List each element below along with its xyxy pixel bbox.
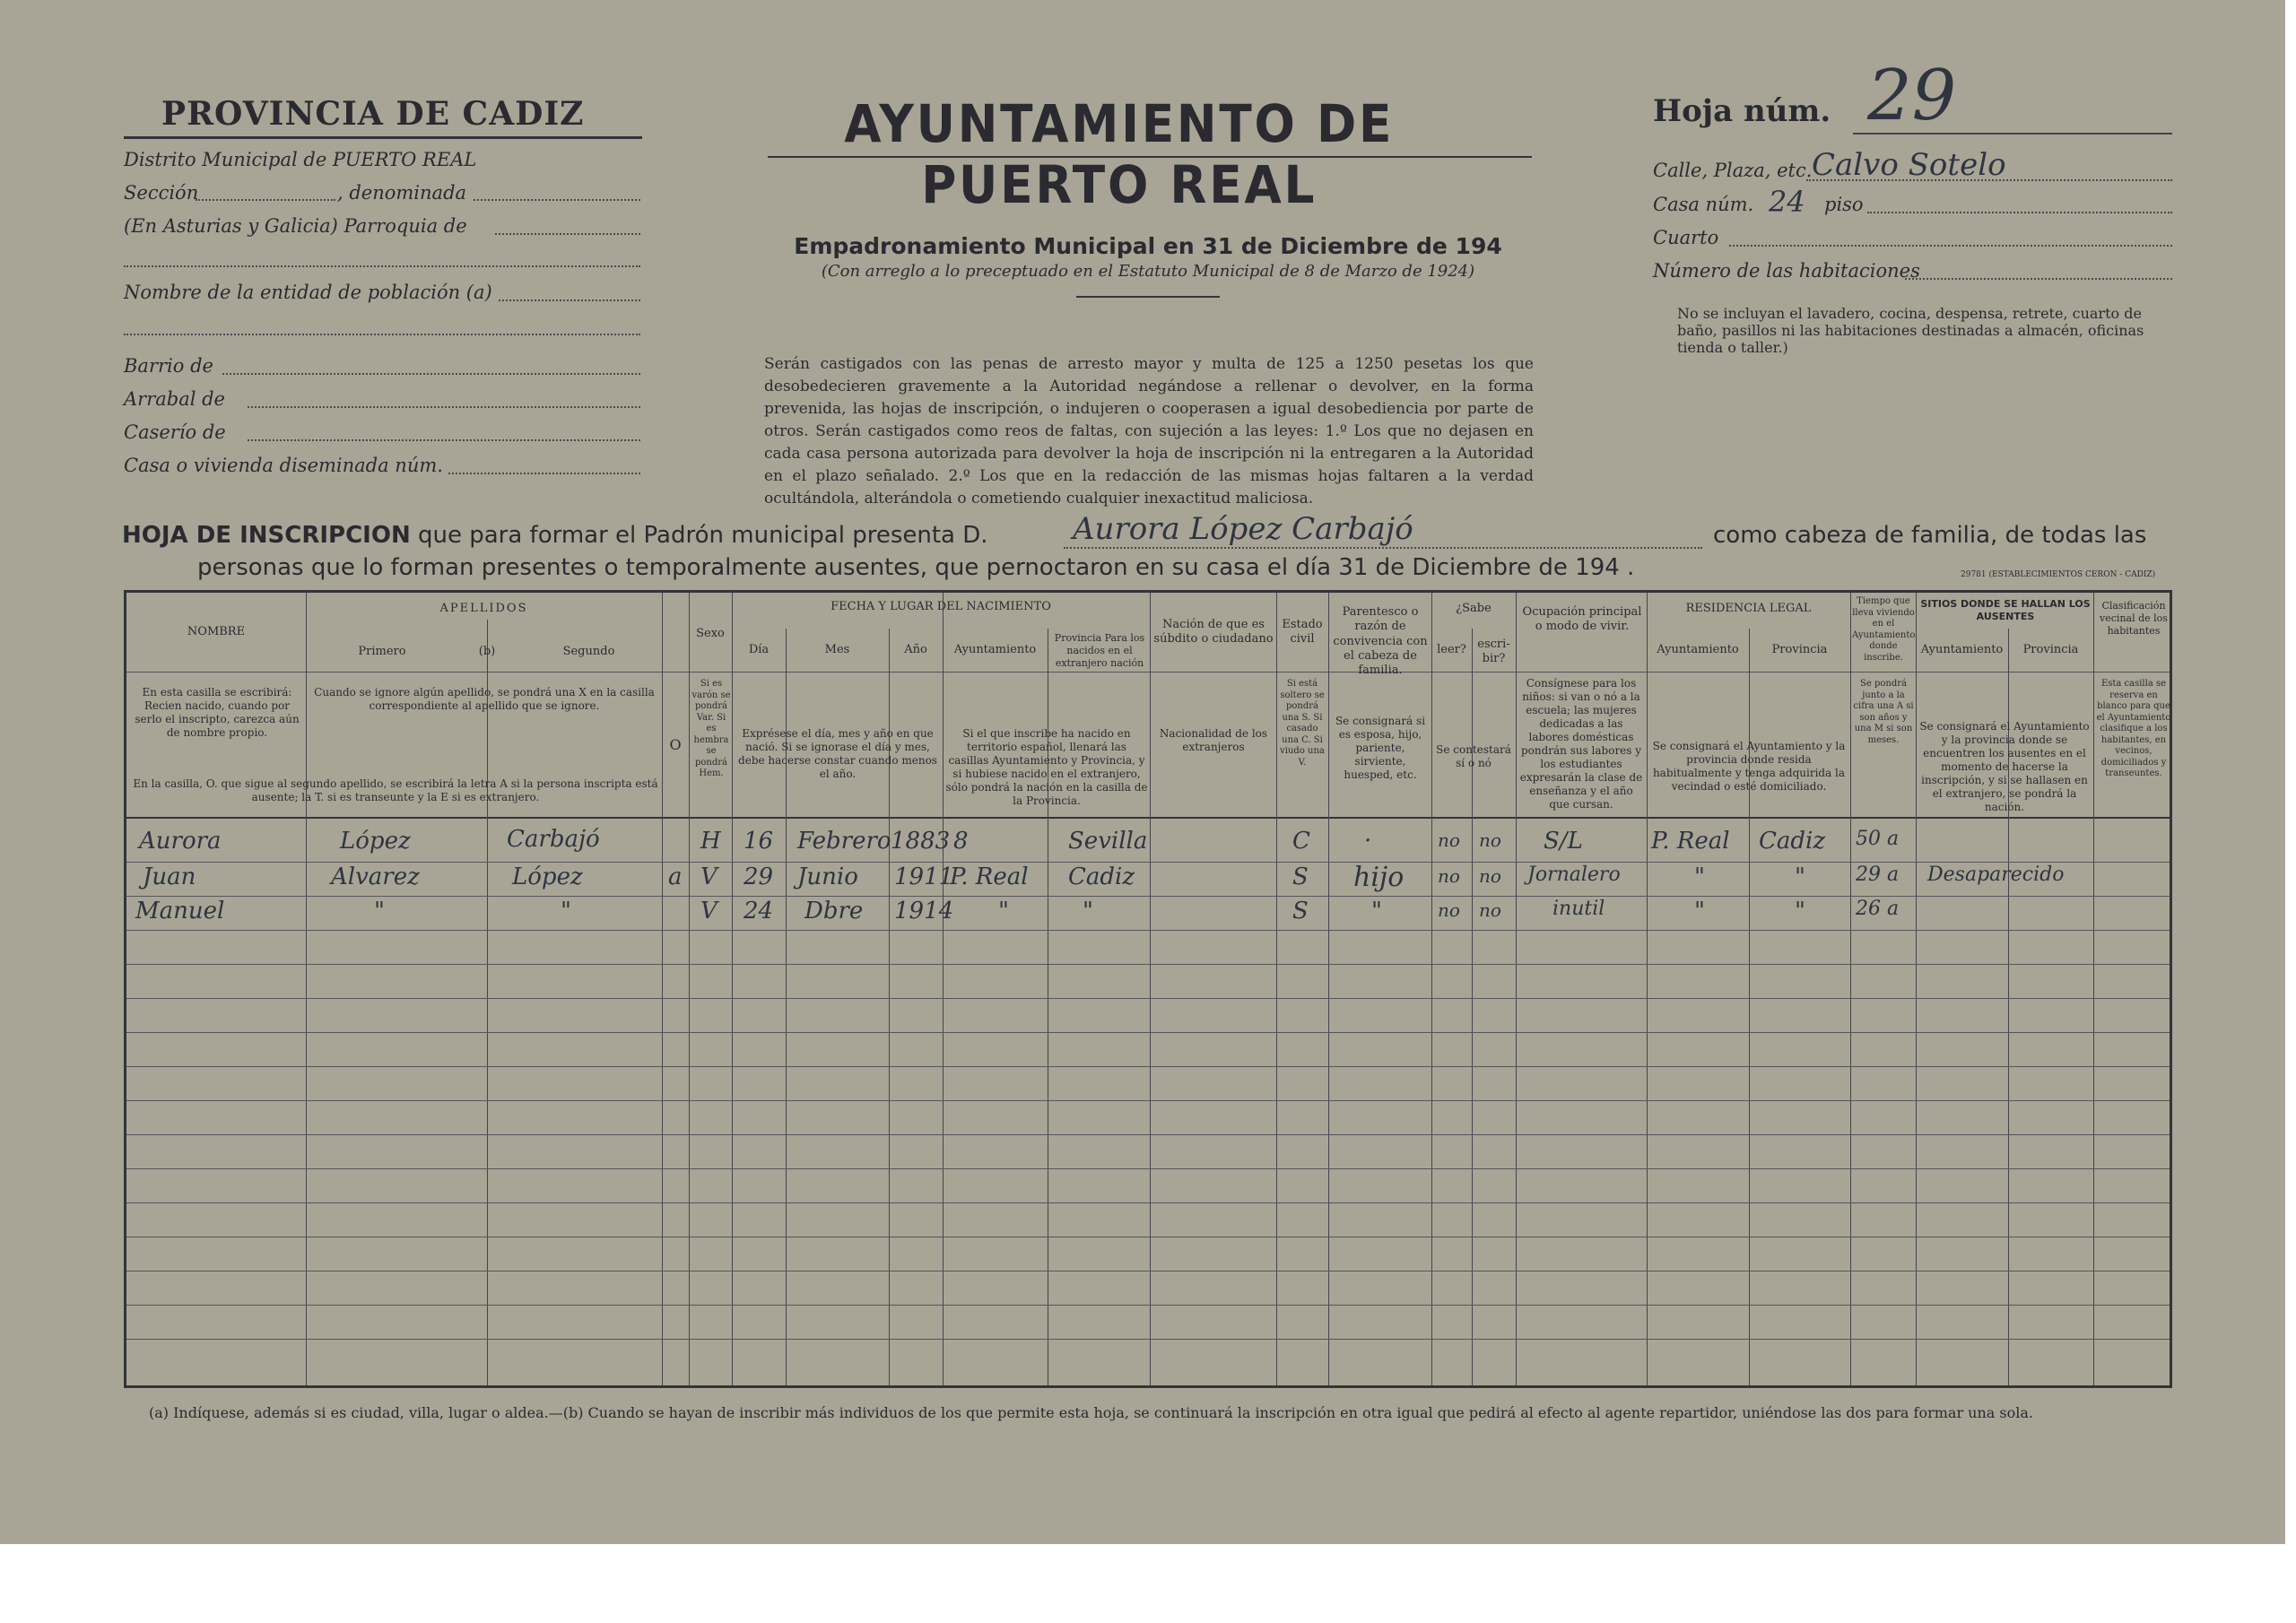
row3-primero[interactable]: " xyxy=(374,898,385,924)
col-divider xyxy=(662,593,663,1385)
th-apellidos: APELLIDOS xyxy=(439,602,528,615)
parroquia-field[interactable] xyxy=(495,233,640,235)
desc-lugar: Si el que inscribe ha nacido en territorio español, llenará las casillas Ayuntamiento y Provincia, y si hubiese nacido en el extranjero, sólo pondrá la nación en la casilla de la Provincia. xyxy=(945,727,1148,807)
empadronamiento-subtitle: Empadronamiento Municipal en 31 de Diciembre de 194 xyxy=(794,233,1502,259)
desc-tiempo: Se pondrá junto a la cifra una A si son años y una M si son meses. xyxy=(1853,679,1914,745)
arrabal-label: Arrabal de xyxy=(124,388,225,410)
col-divider xyxy=(1916,593,1917,1385)
row-line xyxy=(126,862,2170,863)
inscription-line-1 xyxy=(122,522,988,549)
habitaciones-label: Número de las habitaciones xyxy=(1653,260,1920,282)
row1-ano[interactable]: 1883 xyxy=(891,828,951,855)
th-nombre: NOMBRE xyxy=(187,625,246,638)
description-divider xyxy=(126,817,2170,819)
row-line xyxy=(126,1305,2170,1306)
printer-mark: 29781 (ESTABLECIMIENTOS CERON - CADIZ) xyxy=(1961,570,2156,579)
col-divider xyxy=(1431,593,1432,1385)
row-line xyxy=(126,1202,2170,1203)
row1-parentesco[interactable]: · xyxy=(1364,828,1372,855)
th-sit-ayto: Ayuntamiento xyxy=(1920,643,2004,656)
row3-parentesco[interactable]: " xyxy=(1371,898,1382,924)
desc-nombre: En esta casilla se escribirá: Recien nacido, cuando por serlo el inscripto, carezca aún de nombre propio. xyxy=(135,686,300,739)
th-ocupacion: Ocupación principal o modo de vivir. xyxy=(1522,605,1642,634)
row2-mes[interactable]: Junio xyxy=(797,864,858,890)
row1-prov[interactable]: Sevilla xyxy=(1068,828,1148,855)
piso-label: piso xyxy=(1824,194,1864,215)
row-line xyxy=(126,1032,2170,1033)
row2-sitios[interactable]: Desaparecido xyxy=(1927,864,2065,886)
row2-primero[interactable]: Alvarez xyxy=(331,864,420,890)
th-escribir: escri-bir? xyxy=(1477,638,1510,666)
penalties-text: Serán castigados con las penas de arresto mayor y multa de 125 a 1250 pesetas los que desobedecieren gravemente a la Autoridad negándose a rellenar o devolver, en la forma prevenida, las hojas de inscripción, o indujeren o cooperasen a igual desobediencia por parte de otros. Serán castigados como reos de faltas, con sujeción a las leyes: 1.º Los que no dejasen en cada casa persona autorizada para devolver la hoja de inscripción ni la entregaren a la Autoridad en el plazo señalado. 2.º Los que en la redacción de las mismas hojas faltaren a la verdad ocultándola, alterándola o cometiendo cualquier inexactitud maliciosa. xyxy=(764,355,1534,508)
inscription-table xyxy=(124,590,2172,1388)
th-estado: Estado civil xyxy=(1282,618,1323,647)
entidad-field-2[interactable] xyxy=(124,334,640,335)
inscription-text: que para formar el Padrón municipal presenta D. xyxy=(417,522,988,549)
row2-leer[interactable]: no xyxy=(1438,865,1460,887)
section-field[interactable] xyxy=(196,199,335,201)
calle-label: Calle, Plaza, etc. xyxy=(1653,160,1813,181)
row3-tiempo[interactable]: 26 a xyxy=(1856,898,1900,920)
row3-segundo[interactable]: " xyxy=(561,898,571,924)
cuarto-field[interactable] xyxy=(1729,245,2172,247)
th-parentesco: Parentesco o razón de convivencia con el cabeza de familia. xyxy=(1333,605,1428,677)
row1-res-ayto[interactable]: P. Real xyxy=(1651,828,1730,855)
row3-dia[interactable]: 24 xyxy=(744,898,774,924)
th-ano: Año xyxy=(904,643,927,656)
row1-leer[interactable]: no xyxy=(1438,829,1460,851)
col-divider xyxy=(1276,593,1277,1385)
barrio-label: Barrio de xyxy=(124,355,213,377)
th-sitios: SITIOS DONDE SE HALLAN LOS AUSENTES xyxy=(1920,598,2091,622)
th-sexo: Sexo xyxy=(696,627,725,640)
row2-estado[interactable]: S xyxy=(1292,864,1309,890)
inscription-line-1-end: como cabeza de familia, de todas las xyxy=(1713,522,2147,549)
casa-diseminada-field[interactable] xyxy=(448,473,640,474)
desc-casilla-o: En la casilla, O. que sigue al segundo apellido, se escribirá la letra A si la persona inscripta está ausente; la T. si es transeunte y la E si es extranjero. xyxy=(133,777,658,803)
row2-escribir[interactable]: no xyxy=(1479,865,1501,887)
row1-primero[interactable]: López xyxy=(340,828,411,855)
row1-dia[interactable]: 16 xyxy=(744,828,774,855)
caserio-field[interactable] xyxy=(248,439,640,441)
row2-o[interactable]: a xyxy=(668,864,683,890)
desc-sexo: Si es varón se pondrá Var. Si es hembra se pondrá Hem. xyxy=(691,679,731,778)
th-b: (b) xyxy=(478,645,496,658)
row2-parentesco[interactable]: hijo xyxy=(1353,862,1405,893)
casa-diseminada-label: Casa o vivienda diseminada núm. xyxy=(124,455,443,476)
footer-note: (a) Indíquese, además si es ciudad, villa, lugar o aldea.—(b) Cuando se hayan de inscribir más individuos de los que permite esta hoja, se continuará la inscripción en otra igual que pedirá al efecto al agente repartidor, uniéndose las dos para formar una sola. xyxy=(149,1404,2033,1421)
row-line xyxy=(126,998,2170,999)
desc-clasif: Esta casilla se reserva en blanco para que el Ayuntamiento clasifique a los habitantes, en vecinos, domiciliados y transeuntes. xyxy=(2096,679,2171,778)
row2-dia[interactable]: 29 xyxy=(744,864,774,890)
th-primero: Primero xyxy=(358,645,406,658)
row3-escribir[interactable]: no xyxy=(1479,899,1501,921)
row3-res-ayto[interactable]: " xyxy=(1694,898,1705,924)
th-mes: Mes xyxy=(824,643,850,656)
row1-ocupacion[interactable]: S/L xyxy=(1544,828,1583,855)
section-label: Sección xyxy=(124,182,199,204)
desc-parentesco: Se consignará si es esposa, hijo, pariente, sirviente, huesped, etc. xyxy=(1335,715,1426,781)
row-line xyxy=(126,1134,2170,1135)
row3-mes[interactable]: Dbre xyxy=(804,898,864,924)
row-line xyxy=(126,1168,2170,1169)
row2-sexo[interactable]: V xyxy=(700,864,718,890)
row1-nombre[interactable]: Aurora xyxy=(139,828,222,855)
col-divider xyxy=(943,593,944,1385)
inscription-line-2: personas que lo forman presentes o temporalmente ausentes, que pernoctaron en su casa el día 31 de Diciembre de 194 . xyxy=(197,554,1635,581)
row-line xyxy=(126,1100,2170,1101)
cuarto-label: Cuarto xyxy=(1653,227,1719,248)
col-divider xyxy=(306,593,307,1385)
desc-sitios: Se consignará el Ayuntamiento y la provincia donde se encuentren los ausentes en el momento de hacerse la inscripción, y si se hallasen en el extranjero, se pondrá la nación. xyxy=(1919,720,2090,813)
row2-ano[interactable]: 1911 xyxy=(894,864,954,890)
th-sit-prov: Provincia xyxy=(2022,643,2079,656)
row-line xyxy=(126,964,2170,965)
row1-segundo[interactable]: Carbajó xyxy=(507,826,600,853)
barrio-field[interactable] xyxy=(222,373,640,375)
row3-ocupacion[interactable]: inutil xyxy=(1552,898,1605,920)
parroquia-label: (En Asturias y Galicia) Parroquia de xyxy=(124,215,467,237)
title-rule xyxy=(768,156,1532,158)
row3-nombre[interactable]: Manuel xyxy=(135,898,225,924)
th-sabe: ¿Sabe xyxy=(1456,602,1492,615)
row1-res-prov[interactable]: Cadiz xyxy=(1759,828,1826,855)
row2-tiempo[interactable]: 29 a xyxy=(1856,864,1900,886)
habitaciones-note: No se incluyan el lavadero, cocina, despensa, retrete, cuarto de baño, pasillos ni las habitaciones destinadas a almacén, oficinas tienda o taller.) xyxy=(1677,305,2144,356)
arrabal-field[interactable] xyxy=(248,406,640,408)
row1-estado[interactable]: C xyxy=(1292,828,1310,855)
row2-segundo[interactable]: López xyxy=(512,864,583,890)
district-label: Distrito Municipal de PUERTO REAL xyxy=(124,149,477,170)
col-divider xyxy=(689,593,690,1385)
row3-ayto[interactable]: " xyxy=(998,898,1009,924)
col-divider xyxy=(1150,593,1151,1385)
parroquia-field-2[interactable] xyxy=(124,265,640,267)
calle-field xyxy=(1806,179,2172,181)
row2-res-prov[interactable]: " xyxy=(1795,864,1805,890)
ornament xyxy=(1076,296,1220,298)
col-divider xyxy=(1328,593,1329,1385)
hoja-number[interactable]: 29 xyxy=(1867,56,1957,136)
row1-tiempo[interactable]: 50 a xyxy=(1856,828,1900,850)
denominada-label: , denominada xyxy=(337,182,467,204)
col-divider xyxy=(1472,629,1473,1385)
row1-sexo[interactable]: H xyxy=(700,828,721,855)
row3-prov[interactable]: " xyxy=(1083,898,1093,924)
denominada-field[interactable] xyxy=(474,199,640,201)
col-divider xyxy=(1647,593,1648,1385)
caserio-label: Caserío de xyxy=(124,421,226,443)
col-divider xyxy=(2093,593,2094,1385)
calle-value[interactable]: Calvo Sotelo xyxy=(1812,147,2006,183)
th-fecha: FECHA Y LUGAR DEL NACIMIENTO xyxy=(831,600,1051,613)
hoja-rule xyxy=(1853,133,2172,135)
province-rule xyxy=(124,136,642,139)
entidad-label: Nombre de la entidad de población (a) xyxy=(124,282,492,303)
desc-fecha: Exprésese el día, mes y año en que nació. Si se ignorase el día y mes, debe hacerse constar cuando menos el año. xyxy=(738,727,937,780)
desc-estado: Si está soltero se pondrá una S. Si casado una C. Si viudo una V. xyxy=(1280,679,1325,768)
row3-res-prov[interactable]: " xyxy=(1795,898,1805,924)
hoja-label: Hoja núm. xyxy=(1653,93,1831,129)
row2-res-ayto[interactable]: " xyxy=(1694,864,1705,890)
entidad-field[interactable] xyxy=(499,299,640,301)
row2-prov[interactable]: Cadiz xyxy=(1068,864,1135,890)
desc-o: O xyxy=(669,736,682,753)
th-segundo: Segundo xyxy=(562,645,615,658)
row-line xyxy=(126,930,2170,931)
th-tiempo: Tiempo que lleva viviendo en el Ayuntamiento donde inscribe. xyxy=(1852,596,1916,663)
th-dia: Día xyxy=(748,643,770,656)
casa-label: Casa núm. xyxy=(1653,194,1754,215)
col-divider xyxy=(1850,593,1851,1385)
desc-apellidos: Cuando se ignore algún apellido, se pondrá una X en la casilla correspondiente al apellido que se ignore. xyxy=(314,686,655,712)
row3-estado[interactable]: S xyxy=(1292,898,1309,924)
ayuntamiento-title: AYUNTAMIENTO DE PUERTO REAL xyxy=(844,93,1395,215)
col-divider xyxy=(1516,593,1517,1385)
th-leer: leer? xyxy=(1437,643,1466,656)
row3-ano[interactable]: 1914 xyxy=(894,898,954,924)
th-res-ayto: Ayuntamiento xyxy=(1657,643,1739,656)
estatuto-note: (Con arreglo a lo preceptuado en el Estatuto Municipal de 8 de Marzo de 1924) xyxy=(821,262,1475,281)
presenter-name[interactable]: Aurora López Carbajó xyxy=(1073,511,1413,547)
row2-ayto[interactable]: P. Real xyxy=(950,864,1029,890)
presenter-field xyxy=(1064,547,1702,549)
desc-nacion: Nacionalidad de los extranjeros xyxy=(1159,727,1268,753)
row-line xyxy=(126,896,2170,897)
row2-ocupacion[interactable]: Jornalero xyxy=(1527,864,1621,886)
th-clasif: Clasificación vecinal de los habitantes xyxy=(2100,600,2168,637)
row1-ayto[interactable]: 8 xyxy=(953,828,969,855)
desc-residencia: Se consignará el Ayuntamiento y la provincia donde resida habitualmente y tenga adquirida la vecindad o esté domiciliado. xyxy=(1652,740,1846,793)
row1-mes[interactable]: Febrero xyxy=(797,828,891,855)
piso-field[interactable] xyxy=(1867,212,2172,213)
row3-leer[interactable]: no xyxy=(1438,899,1460,921)
th-nacion: Nación de que es súbdito o ciudadano xyxy=(1153,618,1274,647)
row3-sexo[interactable]: V xyxy=(700,898,718,924)
casa-value[interactable]: 24 xyxy=(1769,185,1805,219)
row-line xyxy=(126,1066,2170,1067)
desc-ocupacion: Consígnese para los niños: si van o nó a la escuela; las mujeres dedicadas a las labores domésticas pondrán sus labores y los estudiantes expresarán la clase de enseñanza y el año que cursan. xyxy=(1519,677,1643,811)
th-res-prov: Provincia xyxy=(1771,643,1828,656)
row1-escribir[interactable]: no xyxy=(1479,829,1501,851)
row2-nombre[interactable]: Juan xyxy=(143,864,196,890)
col-divider xyxy=(732,593,733,1385)
desc-sabe: Se contestará sí o nó xyxy=(1436,743,1511,769)
th-ayuntamiento: Ayuntamiento xyxy=(953,643,1037,656)
th-provincia-nac: Provincia Para los nacidos en el extranjero nación xyxy=(1054,632,1145,669)
row-line xyxy=(126,1339,2170,1340)
hoja-inscripcion-heading: HOJA DE INSCRIPCION xyxy=(122,522,411,549)
habitaciones-field[interactable] xyxy=(1905,278,2172,280)
header-divider xyxy=(126,672,2170,673)
th-residencia: RESIDENCIA LEGAL xyxy=(1685,602,1812,615)
province-title: PROVINCIA DE CADIZ xyxy=(161,95,585,133)
